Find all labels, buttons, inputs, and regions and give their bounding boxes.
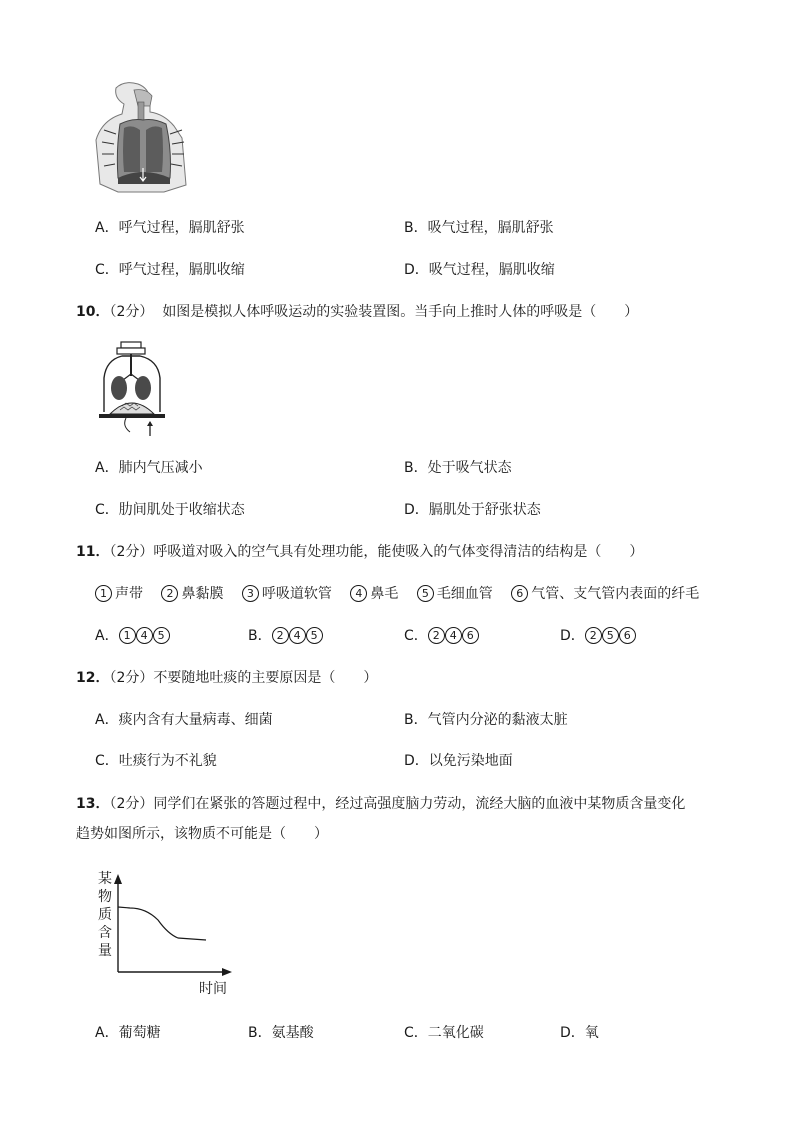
q10-number: 10． [76,304,110,320]
q9-option-d[interactable]: D．吸气过程，膈肌收缩 [404,262,555,278]
q13-stem-line1: 13．（2分）同学们在紧张的答题过程中，经过高强度脑力劳动，流经大脑的血液中某物质含量变化 [76,796,686,812]
q12-number: 12． [76,670,110,686]
q10-option-d[interactable]: D．膈肌处于舒张状态 [404,502,541,518]
q13-graph-xlabel: 时间 [199,981,227,997]
q12-stem: 12．（2分）不要随地吐痰的主要原因是（ ） [76,670,378,686]
q10-stem: 10．（2分） 如图是模拟人体呼吸运动的实验装置图。当手向上推时人体的呼吸是（ ） [76,304,639,320]
q10-option-b[interactable]: B．处于吸气状态 [404,460,512,476]
q12-option-b[interactable]: B．气管内分泌的黏液太脏 [404,712,568,728]
bell-jar-apparatus-figure [96,338,168,438]
q11-item-list [95,583,699,603]
q10-option-c[interactable]: C．肋间肌处于收缩状态 [95,502,245,518]
q11-option-b[interactable]: B． 2 4 5 [248,625,323,645]
q11-stem: 11．（2分）呼吸道对吸入的空气具有处理功能，能使吸入的气体变得清洁的结构是（ ） [76,544,644,560]
q12-text: 不要随地吐痰的主要原因是（ ） [153,670,378,686]
q13-graph-curve [118,907,206,940]
q13-option-b[interactable]: B．氨基酸 [248,1025,314,1041]
q11-text: 呼吸道对吸入的空气具有处理功能，能使吸入的气体变得清洁的结构是（ ） [153,544,644,560]
torso-lungs-figure [94,80,186,195]
q13-option-a[interactable]: A．葡萄糖 [95,1025,161,1041]
q9-option-c[interactable]: C．呼气过程，膈肌收缩 [95,262,245,278]
q11-option-c[interactable]: C． 2 4 6 [404,625,479,645]
q10-text: 如图是模拟人体呼吸运动的实验装置图。当手向上推时人体的呼吸是（ ） [162,304,639,320]
q13-option-d[interactable]: D．氧 [560,1025,599,1041]
q13-number: 13． [76,796,110,812]
q9-option-b[interactable]: B．吸气过程，膈肌舒张 [404,220,554,236]
q11-item-4: 4 鼻毛 [350,586,398,602]
q11-item-3: 3 呼吸道软管 [242,586,332,602]
q13-text-line1: 同学们在紧张的答题过程中，经过高强度脑力劳动，流经大脑的血液中某物质含量变化 [153,796,686,812]
q11-option-d[interactable]: D． 2 5 6 [560,625,636,645]
q13-text-line2: 趋势如图所示，该物质不可能是（ ） [76,826,328,842]
q10-option-a[interactable]: A．肺内气压减小 [95,460,203,476]
q11-item-6: 6 气管、支气管内表面的纤毛 [511,586,699,602]
q11-item-1: 1 声带 [95,586,143,602]
q13-option-c[interactable]: C．二氧化碳 [404,1025,484,1041]
q13-stem-line2 [76,823,328,843]
q11-option-a[interactable]: A． 1 4 5 [95,625,170,645]
q13-graph-ylabel: 某 物 质 含 量 [98,871,112,959]
q11-item-5: 5 毛细血管 [417,586,493,602]
q12-option-a[interactable]: A．痰内含有大量病毒、细菌 [95,712,273,728]
q11-number: 11． [76,544,110,560]
q9-option-a[interactable]: A．呼气过程，膈肌舒张 [95,220,245,236]
q13-graph-plot [110,872,235,977]
q11-item-2: 2 鼻黏膜 [161,586,223,602]
q12-option-d[interactable]: D．以免污染地面 [404,753,513,769]
q12-option-c[interactable]: C．吐痰行为不礼貌 [95,753,217,769]
